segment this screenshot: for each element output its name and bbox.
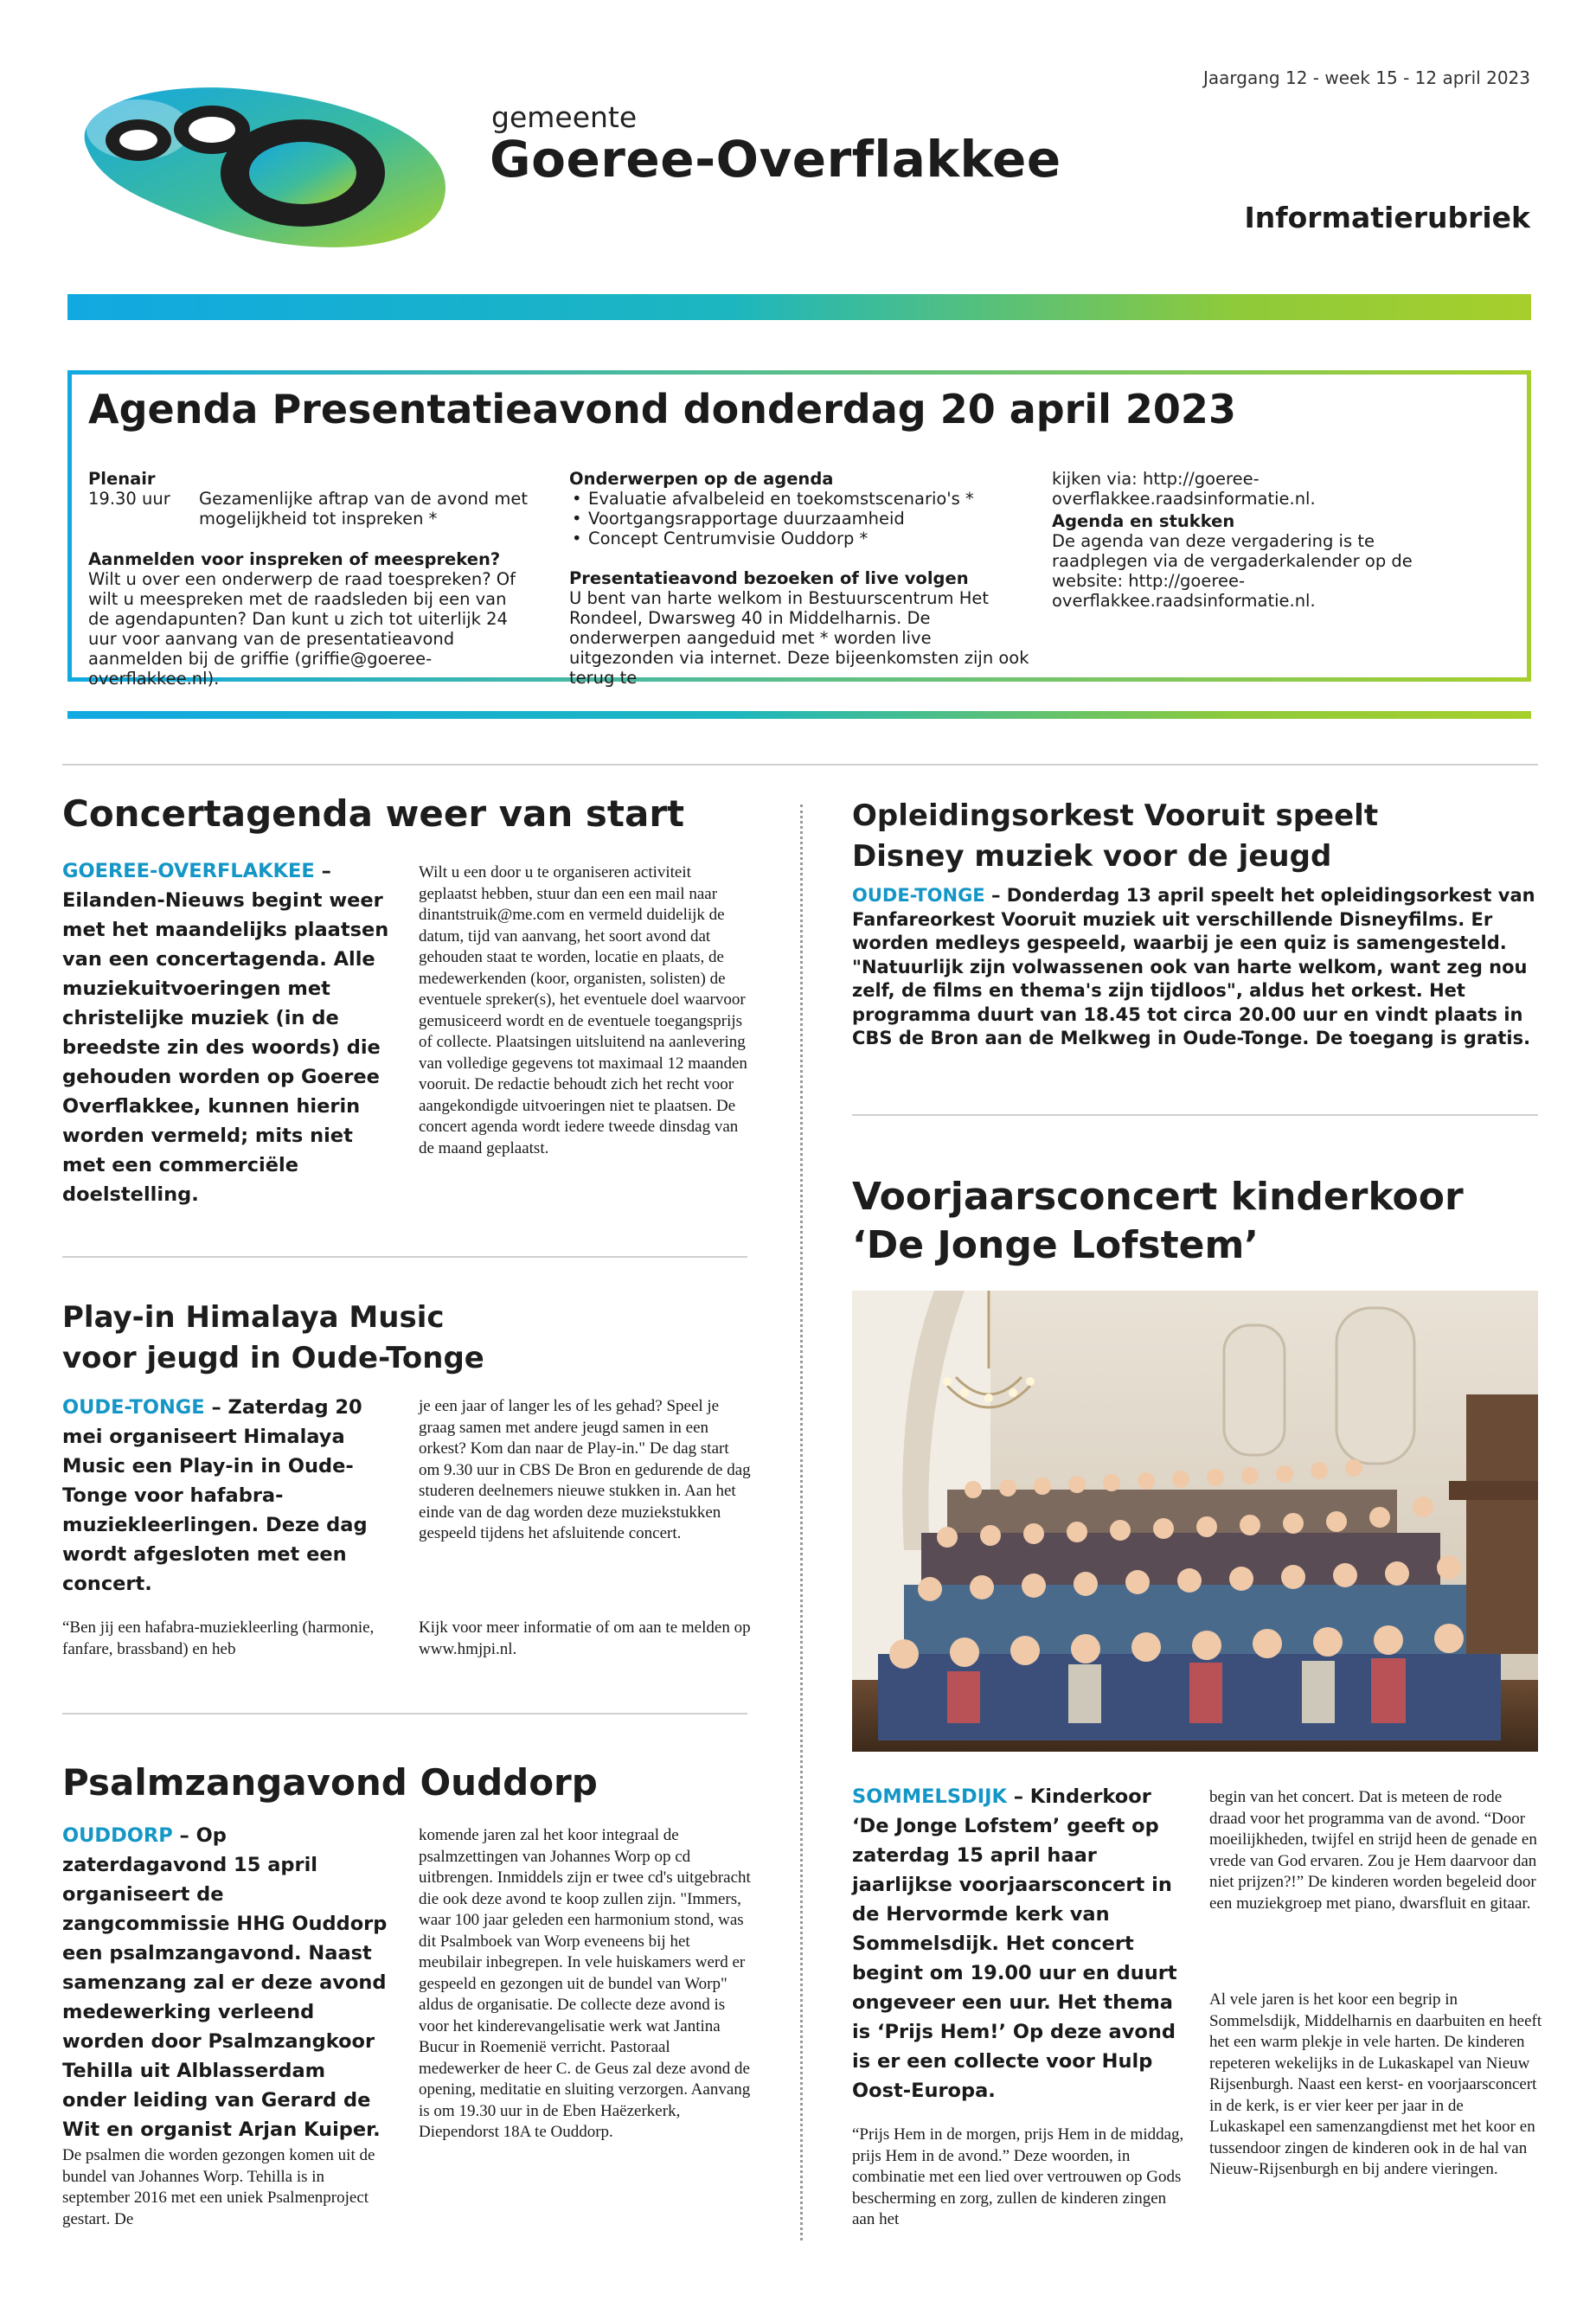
article-title-kinderkoor bbox=[852, 1173, 1464, 1270]
stukken-text: De agenda van deze vergadering is te raadplegen via de vergaderkalender op de website: http://goeree-overflakkee.raadsinformatie.nl. bbox=[1052, 531, 1413, 611]
section-title: Informatierubriek bbox=[1244, 201, 1530, 234]
list-item: • Evaluatie afvalbeleid en toekomstscenario's * bbox=[569, 489, 1036, 509]
divider bbox=[62, 1256, 747, 1258]
edition-info: Jaargang 12 - week 15 - 12 april 2023 bbox=[1203, 67, 1530, 88]
title-line: voor jeugd in Oude-Tonge bbox=[62, 1341, 484, 1375]
title-line: Disney muziek voor de jeugd bbox=[852, 839, 1332, 874]
divider bbox=[852, 1114, 1538, 1116]
divider bbox=[62, 764, 1538, 766]
plenair-text: Gezamenlijke aftrap van de avond met mogelijkheid tot inspreken * bbox=[199, 489, 528, 529]
title-line: Opleidingsorkest Vooruit speelt bbox=[852, 798, 1379, 833]
article-body-kinderkoor-left: “Prijs Hem in de morgen, prijs Hem in de middag, prijs Hem in de avond.” Deze woorden, in combinatie met een lied over vertrouwen op Gods bescherming en zorg, zullen de kinderen zingen aan het bbox=[852, 2125, 1184, 2228]
place-name: GOEREE-OVERFLAKKEE bbox=[62, 860, 315, 882]
municipality-prefix: gemeente bbox=[491, 100, 638, 134]
article-lead-disney bbox=[852, 884, 1540, 1051]
live-heading: Presentatieavond bezoeken of live volgen bbox=[569, 568, 969, 588]
agenda-column-2 bbox=[569, 469, 1036, 688]
lead-text: – Eilanden-Nieuws begint weer met het maandelijks plaatsen van een concertagenda. Alle muziekuitvoeringen met christelijke muziek (in de breedste zin des woords) die gehouden worden op Goeree Overflakkee, kunnen hierin worden vermeld; mits niet met een commerciële doelstelling. bbox=[62, 860, 389, 1206]
plenair-heading: Plenair bbox=[88, 469, 156, 489]
article-body-concertagenda: Wilt u een door u te organiseren activiteit geplaatst hebben, stuur dan een een mail naar dinantstruik@me.com en vermeld duidelijk de datum, tijd van aanvang, het soort avond dat gehouden staat te worden, locatie en plaats, de medewerkenden (koor, organisten, solisten) de eventuele spreker(s), het eventuele doel waarvoor gemusiceerd wordt en de eventuele toegangsprijs of collecte. Plaatsingen uitsluitend na aanlevering van volledige gegevens tot maximaal 12 maanden vooruit. De redactie behoudt zich het recht voor aangekondigde uitvoeringen niet te plaatsen. De concert agenda wordt iedere tweede dinsdag van de maand geplaatst. bbox=[419, 863, 747, 1157]
municipality-logo bbox=[61, 69, 458, 255]
lead-text: – Op zaterdagavond 15 april organiseert de zangcommissie HHG Ouddorp een psalmzangavond. Naast samenzang zal er deze avond medewerking verleend worden door Psalmzangkoor Tehilla uit Alblasserdam onder leiding van Gerard de Wit en organist Arjan Kuiper. bbox=[62, 1824, 388, 2141]
title-line: Voorjaarsconcert kinderkoor bbox=[852, 1175, 1464, 1219]
place-name: OUDDORP bbox=[62, 1824, 173, 1847]
article-lead-kinderkoor bbox=[852, 1782, 1185, 2106]
article-body-psalm-left: De psalmen die worden gezongen komen uit de bundel van Johannes Worp. Tehilla is in september 2016 met een uniek Psalmenproject gestart. De bbox=[62, 2146, 375, 2228]
place-name: OUDE-TONGE bbox=[62, 1396, 205, 1419]
article-body-himalaya-right-2: Kijk voor meer informatie of om aan te melden op www.hmjpi.nl. bbox=[419, 1618, 751, 1658]
article-lead-concertagenda bbox=[62, 856, 400, 1209]
title-line: Play-in Himalaya Music bbox=[62, 1300, 445, 1335]
place-name: SOMMELSDIJK bbox=[852, 1785, 1007, 1808]
inspreken-heading: Aanmelden voor inspreken of meespreken? bbox=[88, 549, 501, 569]
article-lead-himalaya bbox=[62, 1393, 395, 1599]
plenair-time: 19.30 uur bbox=[88, 489, 170, 509]
choir-photo bbox=[852, 1291, 1538, 1752]
live-text-continued: kijken via: http://goeree-overflakkee.raadsinformatie.nl. bbox=[1052, 469, 1316, 509]
onderwerpen-heading: Onderwerpen op de agenda bbox=[569, 469, 834, 489]
agenda-title: Agenda Presentatieavond donderdag 20 april 2023 bbox=[88, 386, 1236, 433]
list-item: • Voortgangsrapportage duurzaamheid bbox=[569, 509, 1036, 529]
article-title-disney bbox=[852, 796, 1378, 877]
article-body-kinderkoor-right: begin van het concert. Dat is meteen de rode draad voor het programma van de avond. “Door moeilijkheden, twijfel en strijd heen de genade en vrede van God ervaren. Zou je Hem daarvoor dan niet prijzen?!” De kinderen worden begeleid door een muziekgroep met piano, dwarsfluit en gitaar. bbox=[1209, 1788, 1537, 1913]
live-text: U bent van harte welkom in Bestuurscentrum Het Rondeel, Dwarsweg 40 in Middelharnis. De onderwerpen aangeduid met * worden live uitgezonden via internet. Deze bijeenkomsten zijn ook terug te bbox=[569, 588, 1029, 688]
article-body-himalaya-left: “Ben jij een hafabra-muziekleerling (harmonie, fanfare, brassband) en heb bbox=[62, 1618, 375, 1658]
article-title-psalm: Psalmzangavond Ouddorp bbox=[62, 1761, 598, 1804]
lead-text: – Donderdag 13 april speelt het opleidingsorkest van Fanfareorkest Vooruit muziek uit verschillende Disneyfilms. Er worden medleys gespeeld, waarbij je een quiz is samengesteld. "Natuurlijk zijn volwassenen ook van harte welkom, want zeg nou zelf, de films en thema's zijn tijdloos", aldus het orkest. Het programma duurt van 18.45 tot circa 20.00 uur en vindt plaats in CBS de Bron aan de Melkweg in Oude-Tonge. De toegang is gratis. bbox=[852, 885, 1535, 1048]
article-title-himalaya bbox=[62, 1298, 484, 1379]
article-lead-psalm bbox=[62, 1821, 395, 2144]
agenda-column-1 bbox=[88, 469, 529, 689]
place-name: OUDE-TONGE bbox=[852, 885, 985, 906]
inspreken-text: Wilt u over een onderwerp de raad toespreken? Of wilt u meespreken met de raadsleden bij een van de agendapunten? Dan kunt u zich tot uiterlijk 24 uur voor aanvang van de presentatieavond aanmelden bij de griffie (griffie@goeree-overflakkee.nl). bbox=[88, 569, 516, 689]
title-line: ‘De Jonge Lofstem’ bbox=[852, 1223, 1259, 1267]
lead-text: – Zaterdag 20 mei organiseert Himalaya Music een Play-in in Oude-Tonge voor hafabra-muziekleerlingen. Deze dag wordt afgesloten met een concert. bbox=[62, 1396, 368, 1595]
agenda-column-3 bbox=[1052, 469, 1458, 611]
header-gradient-bar bbox=[67, 294, 1531, 320]
article-body-himalaya-right: je een jaar of langer les of les gehad? Speel je graag samen met andere jeugd samen in een orkest? Kom dan naar de Play-in." De dag start om 9.30 uur in CBS De Bron en gedurende de dag studeren deelnemers nieuwe stukken in. Aan het einde van de dag worden deze muziekstukken gespeeld tijdens het afsluitende concert. bbox=[419, 1397, 751, 1542]
list-item: • Concept Centrumvisie Ouddorp * bbox=[569, 529, 1036, 548]
agenda-bottom-bar bbox=[67, 711, 1531, 719]
article-body-kinderkoor-right-2: Al vele jaren is het koor een begrip in Sommelsdijk, Middelharnis en daarbuiten en heeft het een warm plekje in vele harten. De kinderen repeteren wekelijks in de Lukaskapel van Nieuw Rijsenburgh. Naast een kerst- en voorjaarsconcert in de kerk, is er vier keer per jaar in de Lukaskapel een samenzangdienst met het koor en tussendoor zingen de kinderen ook in de hal van Nieuw-Rijsenburgh en bij andere vieringen. bbox=[1209, 1990, 1542, 2178]
stukken-heading: Agenda en stukken bbox=[1052, 511, 1235, 531]
article-title-concertagenda: Concertagenda weer van start bbox=[62, 792, 685, 835]
onderwerpen-list bbox=[569, 489, 1036, 548]
municipality-name: Goeree-Overflakkee bbox=[490, 130, 1061, 189]
article-body-psalm-right: komende jaren zal het koor integraal de psalmzettingen van Johannes Worp op cd uitbrengen. Inmiddels zijn er twee cd's uitgebracht die ook deze avond te koop zullen zijn. "Immers, waar 100 jaar geleden een harmonium stond, was dit Psalmboek van Worp eveneens bij het meubilair inbegrepen. In vele huiskamers werd er gespeeld en gezongen uit de bundel van Worp" aldus de organisatie. De collecte deze avond is voor het kinderevangelisatie werk wat Jantina Bucur in Roemenië verricht. Pastoraal medewerker de heer C. de Geus zal deze avond de opening, meditatie en sluiting verzorgen. Aanvang is om 19.30 uur in de Eben Haëzerkerk, Diependorst 18A te Ouddorp. bbox=[419, 1826, 751, 2141]
column-divider bbox=[800, 804, 803, 2240]
lead-text: – Kinderkoor ‘De Jonge Lofstem’ geeft op zaterdag 15 april haar jaarlijkse voorjaarsconcert in de Hervormde kerk van Sommelsdijk. Het concert begint om 19.00 uur en duurt ongeveer een uur. Het thema is ‘Prijs Hem!’ Op deze avond is er een collecte voor Hulp Oost-Europa. bbox=[852, 1785, 1177, 2102]
divider bbox=[62, 1713, 747, 1715]
